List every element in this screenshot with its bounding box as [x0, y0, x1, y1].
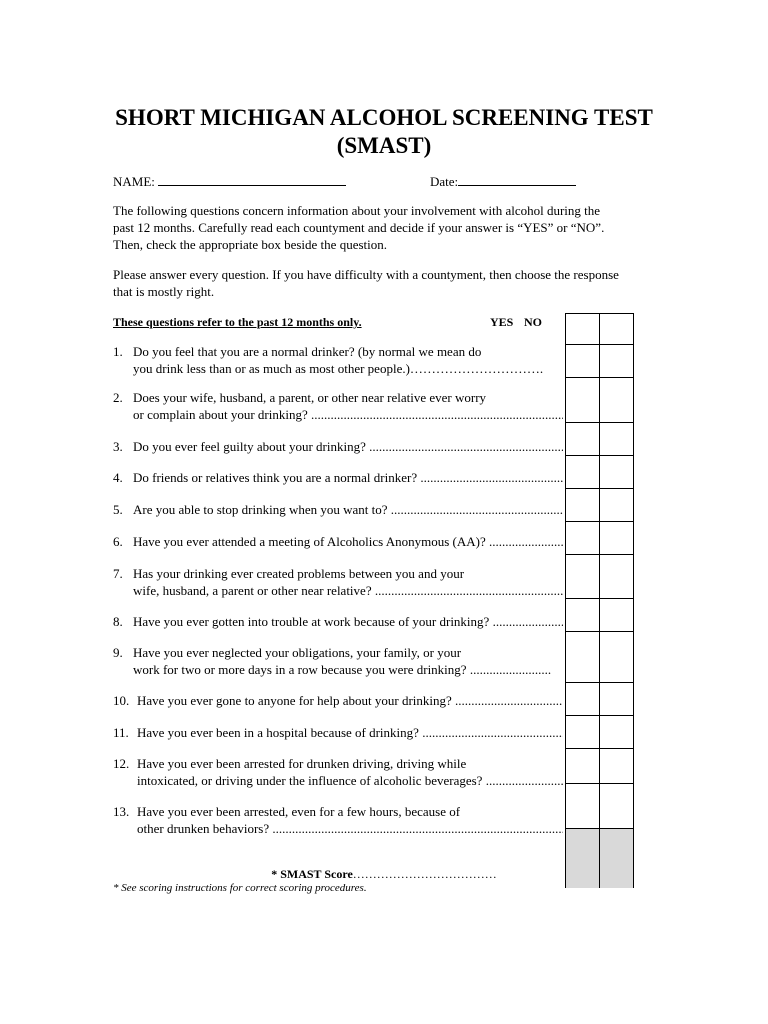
- grid-row-line: [565, 554, 633, 555]
- question-number: 10.: [113, 693, 130, 708]
- grid-middle-border: [599, 313, 600, 888]
- question-12: [113, 755, 563, 789]
- question-11: [113, 724, 563, 741]
- grid-row-line: [565, 488, 633, 489]
- instruction-line-1: Please answer every question. If you have difficulty with a countyment, then choose the response: [113, 267, 619, 282]
- question-text: Do you feel that you are a normal drinker? (by normal we mean do: [133, 344, 482, 359]
- no-column-header: NO: [524, 315, 542, 329]
- question-number: 3.: [113, 439, 123, 454]
- grid-row-line: [565, 682, 633, 683]
- question-text-cont: or complain about your drinking? .....: [133, 406, 563, 423]
- question-number: 8.: [113, 614, 123, 629]
- name-blank[interactable]: [158, 174, 346, 186]
- grid-right-border: [633, 313, 634, 888]
- question-13: [113, 803, 563, 837]
- yes-column-header: YES: [490, 315, 514, 329]
- grid-row-line: [565, 828, 633, 829]
- question-text-cont: intoxicated, or driving under the influence of alcoholic beverages? .....: [137, 772, 563, 789]
- question-9: [113, 644, 563, 678]
- question-text: Have you ever attended a meeting of Alcoholics Anonymous (AA)? .....: [133, 533, 563, 550]
- question-text-cont: other drunken behaviors? .....: [137, 820, 563, 837]
- grid-left-border: [565, 313, 566, 888]
- date-blank[interactable]: [458, 174, 576, 186]
- question-number: 4.: [113, 470, 123, 485]
- question-number: 13.: [113, 804, 130, 819]
- question-text: Have you ever been in a hospital because of drinking? .....: [137, 724, 563, 741]
- question-text-cont: work for two or more days in a row because you were drinking? .....: [133, 661, 551, 678]
- date-field[interactable]: [430, 174, 576, 190]
- form-title: [0, 104, 768, 160]
- intro-line-2: past 12 months. Carefully read each countyment and decide if your answer is “YES” or “NO”.: [113, 220, 605, 235]
- title-line-2: (SMAST): [336, 133, 432, 158]
- name-label: NAME:: [113, 174, 155, 189]
- question-5: [113, 501, 563, 518]
- question-text: Have you ever gone to anyone for help about your drinking? .....: [137, 692, 563, 709]
- question-number: 11.: [113, 725, 129, 740]
- question-text: Do you ever feel guilty about your drinking? .....: [133, 438, 563, 455]
- question-10: [113, 692, 563, 709]
- grid-row-line: [565, 631, 633, 632]
- question-8: [113, 613, 563, 630]
- question-number: 7.: [113, 566, 123, 581]
- scoring-footnote: * See scoring instructions for correct scoring procedures.: [113, 882, 367, 894]
- name-field[interactable]: [113, 174, 346, 190]
- grid-row-line: [565, 598, 633, 599]
- intro-line-3: Then, check the appropriate box beside the question.: [113, 237, 387, 252]
- question-text: Has your drinking ever created problems between you and your: [133, 566, 465, 581]
- title-line-1: SHORT MICHIGAN ALCOHOL SCREENING TEST: [115, 105, 653, 130]
- question-7: [113, 565, 563, 599]
- question-1: [113, 343, 563, 377]
- question-number: 2.: [113, 390, 123, 405]
- grid-row-line: [565, 748, 633, 749]
- grid-row-line: [565, 715, 633, 716]
- grid-row-line: [565, 344, 633, 345]
- question-4: [113, 469, 563, 486]
- question-3: [113, 438, 563, 455]
- question-text: Does your wife, husband, a parent, or other near relative ever worry: [133, 390, 487, 405]
- grid-row-line: [565, 783, 633, 784]
- question-number: 12.: [113, 756, 130, 771]
- question-text: Have you ever gotten into trouble at work because of your drinking? .....: [133, 613, 563, 630]
- question-number: 9.: [113, 645, 123, 660]
- question-text: Have you ever been arrested, even for a few hours, because of: [137, 804, 461, 819]
- smast-score-dots: ………………………………: [352, 867, 497, 881]
- instruction-paragraph: [113, 266, 658, 300]
- date-label: Date:: [430, 174, 459, 189]
- smast-score-line: [0, 866, 768, 882]
- question-2: [113, 389, 563, 423]
- grid-row-line: [565, 521, 633, 522]
- grid-row-line: [565, 377, 633, 378]
- grid-row-line: [565, 422, 633, 423]
- smast-score-label: * SMAST Score: [271, 867, 353, 881]
- table-scope-header: These questions refer to the past 12 months only.: [113, 315, 362, 329]
- question-text: Have you ever neglected your obligations, your family, or your: [133, 645, 462, 660]
- grid-row-line: [565, 455, 633, 456]
- question-text: Do friends or relatives think you are a normal drinker? .....: [133, 469, 563, 486]
- question-6: [113, 533, 563, 550]
- question-text: Are you able to stop drinking when you want to? .....: [133, 501, 563, 518]
- intro-paragraph: [113, 202, 658, 253]
- question-text: Have you ever been arrested for drunken driving, driving while: [137, 756, 467, 771]
- question-number: 5.: [113, 502, 123, 517]
- question-text-cont: you drink less than or as much as most other people.)………………………….: [133, 361, 544, 376]
- grid-top-border: [565, 313, 633, 314]
- question-number: 6.: [113, 534, 123, 549]
- question-text-cont: wife, husband, a parent or other near relative? .....: [133, 582, 563, 599]
- instruction-line-2: that is mostly right.: [113, 284, 215, 299]
- question-number: 1.: [113, 344, 123, 359]
- intro-line-1: The following questions concern information about your involvement with alcohol during the: [113, 203, 601, 218]
